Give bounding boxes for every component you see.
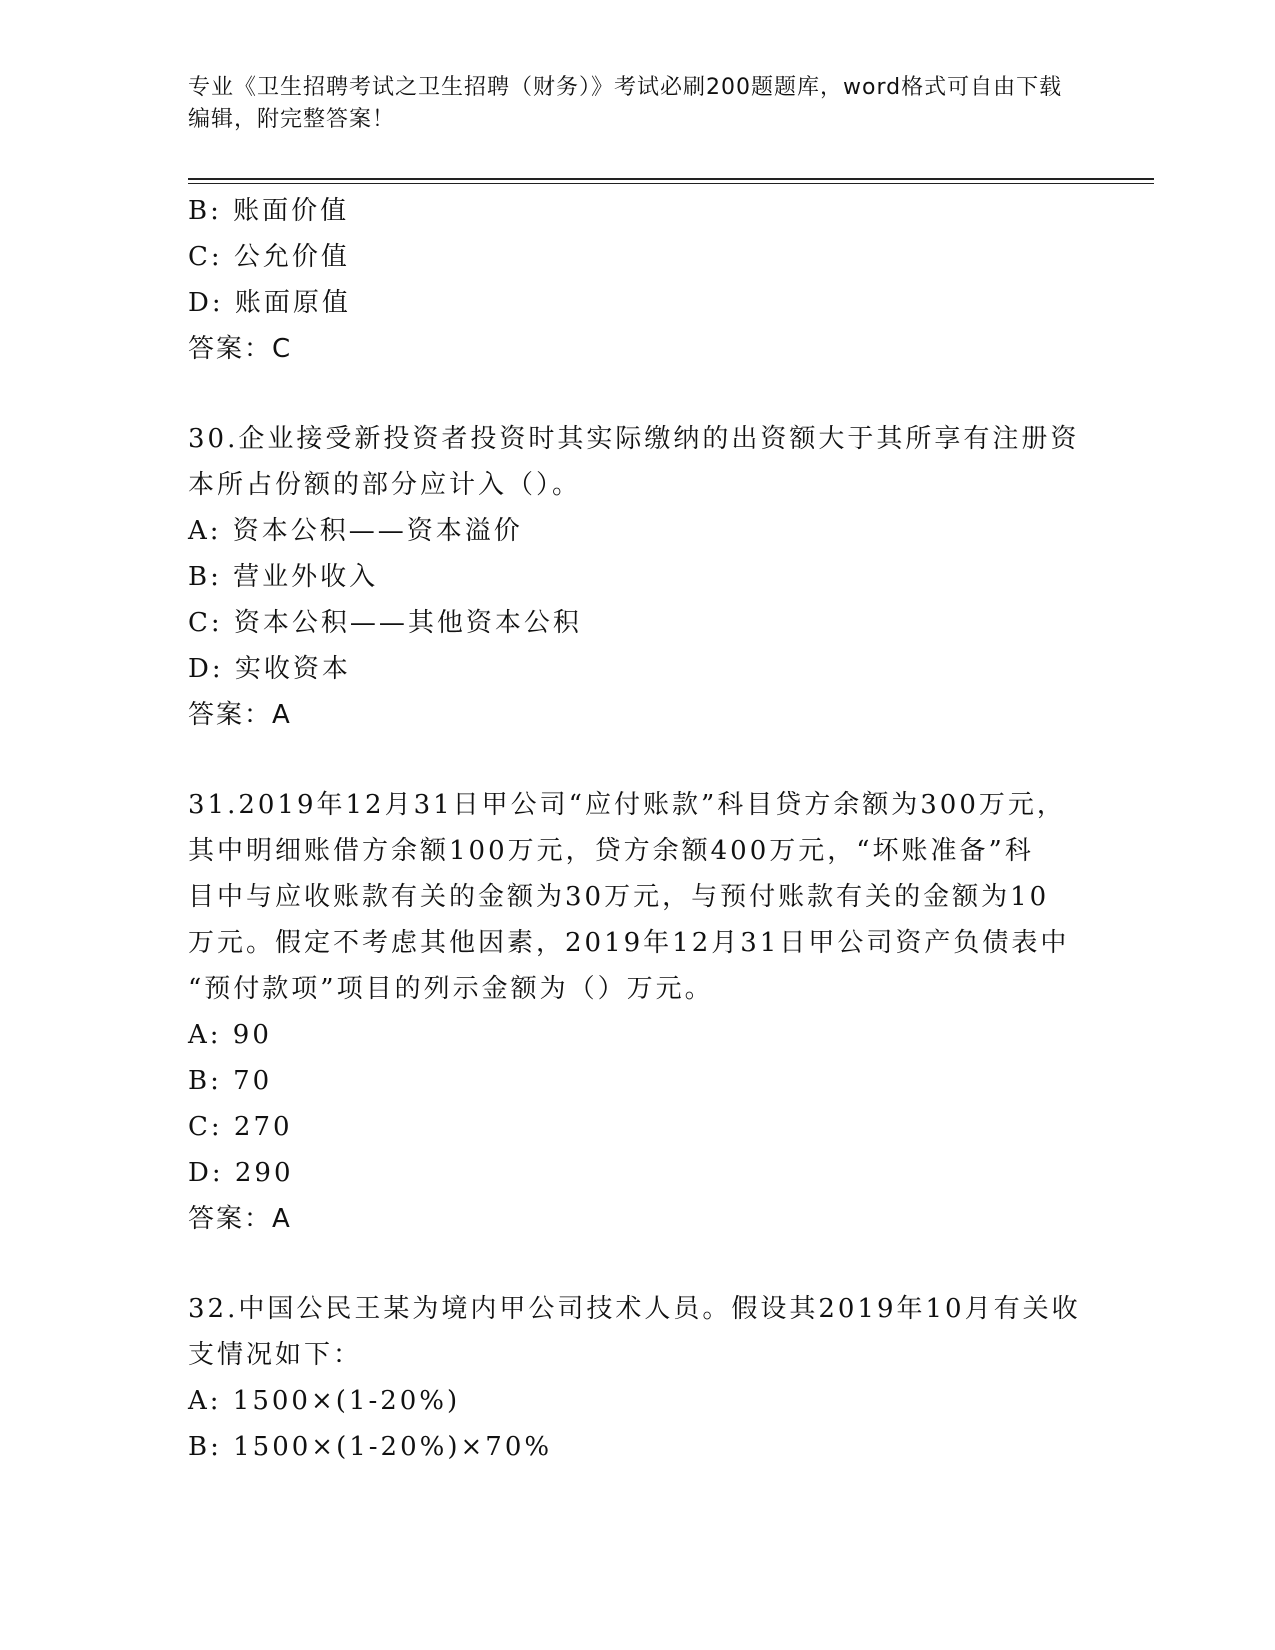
option-b: B: 营业外收入 [188, 562, 379, 592]
answer-label: 答案：A [188, 700, 292, 730]
question-text: 32.中国公民王某为境内甲公司技术人员。假设其2019年10月有关收 支情况如下： [188, 1294, 1081, 1370]
option-c: C: 公允价值 [188, 242, 350, 272]
option-c: C: 270 [188, 1112, 293, 1142]
answer-label: 答案：C [188, 334, 293, 364]
option-d: D: 账面原值 [188, 288, 351, 318]
option-d: D: 实收资本 [188, 654, 351, 684]
answer-label: 答案：A [188, 1204, 292, 1234]
question-block-29 [188, 188, 1088, 372]
question-text: 31.2019年12月31日甲公司“应付账款”科目贷方余额为300万元， 其中明细账借方余额100万元，贷方余额400万元，“坏账准备”科 目中与应收账款有关的金额为30万元，与预付账款有关的金额为10 万元。假定不考虑其他因素，2019年12月31日甲公司资产负债表中 “预付款项”项目的列示金额为（）万元。 [188, 790, 1070, 1004]
question-block-30 [188, 416, 1088, 738]
header-rule-thick [188, 178, 1154, 180]
header-rule-thin [188, 183, 1154, 184]
option-c: C: 资本公积——其他资本公积 [188, 608, 582, 638]
option-b: B: 1500×(1-20%)×70% [188, 1432, 553, 1462]
option-a: A: 资本公积——资本溢价 [188, 516, 523, 546]
option-b: B: 账面价值 [188, 196, 350, 226]
option-d: D: 290 [188, 1158, 294, 1188]
question-list [188, 188, 1088, 1470]
document-header: 专业《卫生招聘考试之卫生招聘（财务）》考试必刷200题题库，word格式可自由下载编辑，附完整答案！ [188, 75, 1063, 132]
option-a: A: 90 [188, 1020, 272, 1050]
question-block-31 [188, 782, 1088, 1242]
question-block-32 [188, 1286, 1088, 1470]
option-a: A: 1500×(1-20%) [188, 1386, 461, 1416]
option-b: B: 70 [188, 1066, 273, 1096]
question-text: 30.企业接受新投资者投资时其实际缴纳的出资额大于其所享有注册资 本所占份额的部分应计入（）。 [188, 424, 1080, 500]
